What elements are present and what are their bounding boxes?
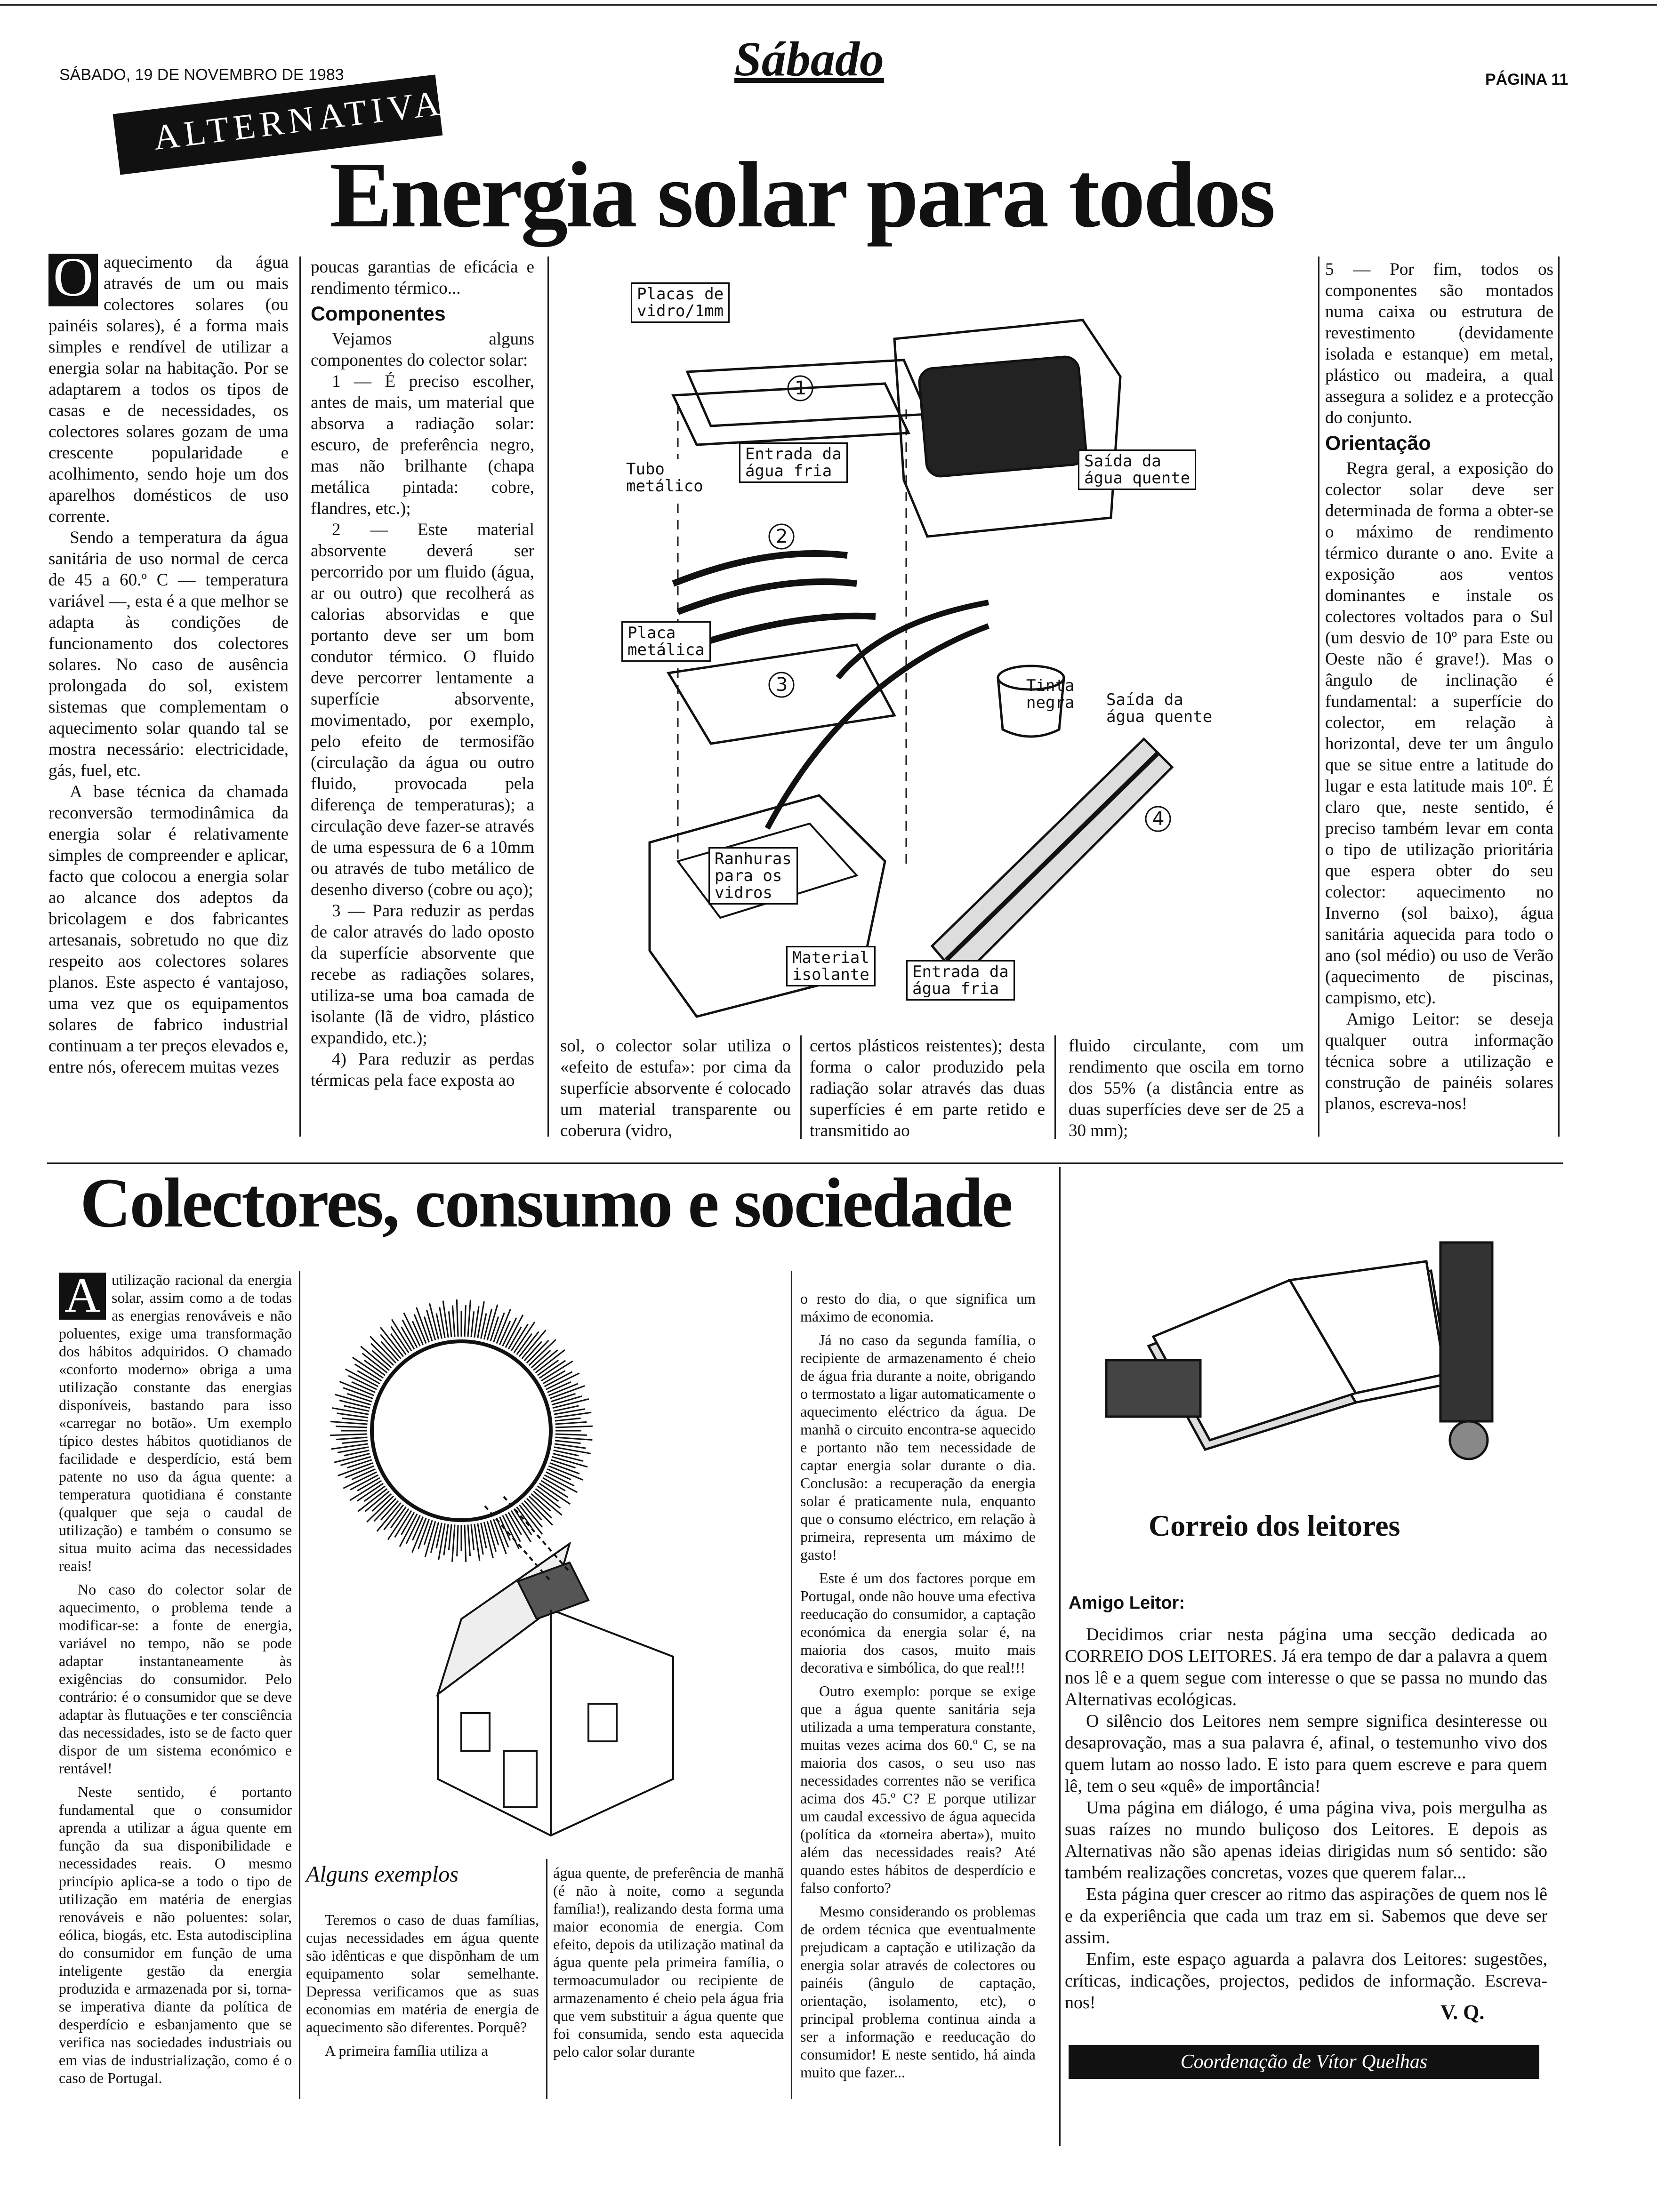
sun-ray: [336, 1437, 368, 1440]
label-metal-plate: Placa metálica: [621, 621, 711, 662]
sun-ray: [555, 1437, 593, 1440]
sun-ray: [522, 1330, 546, 1359]
sun-ray: [551, 1394, 575, 1402]
paragraph: Teremos o caso de duas famílias, cujas necessidades em água quente são idênticas e que dispõnham de um equipamento solar semelhante. Depressa verificamos que as suas economias em matéria de energia de aquecimento são diferentes. Porquê?: [306, 1911, 539, 2036]
sun-house-illustration: [306, 1280, 777, 1854]
sun-ray: [503, 1515, 519, 1549]
sun-ray: [555, 1441, 581, 1443]
sun-ray: [465, 1305, 466, 1337]
article1-column-4: [810, 1035, 1045, 1144]
paragraph: 4) Para reduzir as perdas térmicas pela face exposta ao: [311, 1050, 534, 1090]
sun-ray: [330, 1422, 368, 1425]
sun-ray: [424, 1316, 432, 1341]
subheading: Componentes: [311, 303, 446, 325]
sun-ray: [484, 1309, 491, 1339]
sun-ray: [465, 1525, 466, 1562]
sun-ray: [342, 1418, 368, 1421]
sun-ray: [449, 1311, 451, 1337]
paragraph: poucas garantias de eficácia e rendimento térmico...: [311, 257, 534, 298]
label-glass-slots: Ranhuras para os vidros: [708, 847, 798, 905]
column-rule: [791, 1271, 792, 2099]
paragraph: Mesmo considerando os problemas de ordem técnica que eventualmente prejudicam a captação e utilização da energia solar através de colectores ou painéis (ângulo de captação, orientação, isolamento, etc), o principal problema continua ainda a ser a informação e reeducação do consumidor! E neste sentido, há ainda muito que fazer...: [800, 1903, 1036, 2081]
sun-ray: [471, 1311, 474, 1337]
label-glass-plates: Placas de vidro/1mm: [631, 282, 730, 323]
paragraph: utilização racional da energia solar, assim como a de todas as energias renováveis e não poluentes, exige uma transformação dos hábitos adquiridos. O chamado «conforto moderno» obriga a uma utilização constante das energias disponíveis, bastando para isso «carregar no botão». Um exemplo típico destes hábitos quotidianos de facilidade e desperdício, está bem patente no uso da água quente: a temperatura quotidiana é constante (qualquer que seja o caudal de utilização) e também o consumo se situa muito acima das necessidades reais!: [59, 1271, 292, 1574]
paragraph: No caso do colector solar de aquecimento, o problema tende a modificar-se: a fonte de energia, variável no tempo, não se pode adaptar instantaneamente às exigências do consumidor. Pelo contrário: é o consumidor que se deve adaptar às flutuações e ter consciência das necessidades, isto se de facto quer dispor de um sistema económico e rentável!: [59, 1581, 292, 1777]
paragraph: A primeira família utiliza a: [325, 2042, 488, 2059]
label-cold-water-inlet-2: Entrada da água fria: [906, 960, 1015, 1001]
diagram-number: 4: [1152, 808, 1165, 830]
label-cold-water-inlet: Entrada da água fria: [739, 442, 848, 483]
label-hot-water-outlet-2: Saída da água quente: [1106, 690, 1213, 726]
paragraph: Este é um dos factores porque em Portugal, onde não houve uma efectiva reeducação do consumidor, a captação económica da energia solar é, na maioria dos casos, muito mais decorativa e simbólica, do que real!!!: [800, 1570, 1036, 1676]
correio-greeting: Amigo Leitor:: [1069, 1593, 1185, 1613]
paragraph: o resto do dia, o que significa um máximo de economia.: [800, 1290, 1036, 1325]
article2-column-4: [800, 1290, 1036, 2108]
paragraph: Regra geral, a exposição do colector solar deve ser determinada de forma a obter-se o máximo de rendimento térmico durante o ano. Evite a exposição aos ventos dominantes e instale os colectores voltados para o Sul (um desvio de 10º para Este ou Oeste não é grave!). Mas o ângulo de inclinação é fundamental: a superfície do colector, em relação à horizontal, deve ter um ângulo que se situe entre a latitude do lugar e esta latitude mais 10º. É claro que, neste sentido, é preciso também levar em conta o tipo de utilização prioritária que espera obter do seu colector: aquecimento no Inverno (sol baixo), água sanitária aquecida para todo o ano (sol médio) ou uso de Verão (aquecimento de piscinas, campismo, etc).: [1325, 459, 1553, 1008]
newspaper-brand: Sábado: [734, 32, 884, 86]
dropcap: O: [48, 254, 98, 306]
subheading: Orientação: [1325, 432, 1431, 455]
sun-ray: [533, 1491, 562, 1515]
sun-ray: [357, 1483, 384, 1501]
sun-ray: [511, 1324, 528, 1351]
sun-ray: [468, 1525, 470, 1556]
paragraph: aquecimento da água através de um ou mais colectores solares (ou painéis solares), é a forma mais simples e rendível de utilizar a energia solar na habitação. Por se adaptarem a todos os tipos de casas e de necessidades, os colectores solares gozam de uma crescente popularidade e acolhimento, sendo hoje um dos aparelhos domésticos de uso corrente.: [48, 253, 289, 526]
top-rule: [0, 4, 1657, 6]
column-rule: [800, 1035, 802, 1139]
sun-ray: [553, 1453, 583, 1461]
paragraph: 2 — Este material absorvente deverá ser percorrido por um fluido (água, ar ou outro) que recolherá as calorias absorvidas e que portanto deve ser um bom condutor térmico. O fluido deve percorrer lentamente a superfície absorvente, movimentado, por exemplo, pelo efeito de termosifão (circulação da água ou outro fluido, provocada pela diferença de temperaturas); a circulação deve fazer-se através de uma espessura de 6 a 10mm ou através de tubo metálico de desenho diverso (cobre ou aço);: [311, 520, 534, 899]
sun-ray: [355, 1364, 382, 1381]
sun-ray: [539, 1361, 566, 1378]
sun-ray: [343, 1472, 377, 1489]
sun-ray: [468, 1300, 471, 1337]
sun-ray: [546, 1373, 579, 1390]
sun-ray: [541, 1481, 568, 1498]
article-title: Energia solar para todos: [330, 143, 1274, 247]
article1-column-5: [1069, 1035, 1304, 1144]
paragraph: fluido circulante, com um rendimento que oscila em torno dos 55% (a distância entre as duas superfícies deve ser de 25 a 30 mm);: [1069, 1036, 1304, 1140]
sun-ray: [347, 1460, 371, 1468]
column-rule: [547, 256, 549, 1137]
diagram-number: 1: [795, 377, 807, 399]
subheading: Alguns exemplos: [306, 1862, 458, 1887]
paragraph: 3 — Para reduzir as perdas de calor através do lado oposto da superfície absorvente que recebe as radiações solares, utiliza-se uma boa camada de isolante (lã de vidro, plástico expandido, etc.);: [311, 901, 534, 1048]
column-rule: [546, 1859, 547, 2099]
sun-ray: [555, 1418, 581, 1421]
label-hot-water-outlet: Saída da água quente: [1078, 449, 1196, 490]
article-title: Colectores, consumo e sociedade: [80, 1164, 1012, 1242]
sun-ray: [330, 1434, 367, 1435]
paragraph: Vejamos alguns componentes do colector solar:: [311, 329, 534, 370]
sun-ray: [391, 1327, 409, 1353]
column-rule: [1059, 1167, 1061, 2146]
sun-ray: [457, 1525, 458, 1556]
paragraph: Neste sentido, é portanto fundamental que o consumidor aprenda a utilizar a água quente em função da sua disponibilidade e necessidades reais. O mesmo princípio aplica-se a todo o tipo de utilização em matéria de energias renováveis e não poluentes: solar, eólica, biogás, etc. Esta autodisciplina do consumidor em função de uma inteligente gestão da energia produzida e armazenada por si, torna-se imperativa diante da política de desperdício e esbanjamento que se verifica nas sociedades industriais ou em vias de industrialização, como é o caso de Portugal.: [59, 1783, 292, 2086]
paragraph: Outro exemplo: porque se exige que a água quente sanitária seja utilizada a uma temperatura constante, muitas vezes acima dos 60.º C, se na maioria dos casos, o seu uso nas necessidades correntes não se verifica acima dos 45.º C? E porque utilizar um caudal excessivo de água aquecida (política da «torneira aberta»), muito além das necessidades reais? Até quando estes hábitos de desperdício e falso conforto?: [800, 1683, 1036, 1896]
sun-ray: [377, 1503, 401, 1531]
paragraph: Já no caso da segunda família, o recipiente de armazenamento é cheio de água fria durante a noite, obrigando o termostato a ligar automaticamente o aquecimento eléctrico da água. De manhã o circuito encontra-se aquecido e portanto não tem necessidade de captar energia solar durante o dia. Conclusão: a recuperação da energia solar é praticamente nula, enquanto que o consumo eléctrico, em relação à primeira, representa um máximo de gasto!: [800, 1331, 1036, 1563]
sun-ray: [555, 1426, 593, 1427]
sun-ray: [471, 1524, 474, 1550]
article2-column-1: [59, 1267, 292, 2108]
issue-date: SÁBADO, 19 DE NOVEMBRO DE 1983: [59, 66, 344, 84]
sun-ray: [491, 1316, 499, 1341]
sun-ray: [452, 1306, 455, 1337]
sun-ray: [452, 1525, 455, 1562]
diagram-number: 3: [776, 674, 788, 696]
sun-ray: [367, 1496, 394, 1522]
column-rule: [1054, 1035, 1056, 1139]
paragraph: Decidimos criar nesta página uma secção dedicada ao CORREIO DOS LEITORES. Já era tempo de dar a palavra a quem nos lê e a quem segue com interesse o que se passa no mundo das Alternativas ecológicas.: [1065, 1625, 1547, 1709]
column-rule: [1558, 256, 1560, 1137]
sun-ray: [361, 1346, 389, 1370]
paragraph: 5 — Por fim, todos os componentes são montados numa caixa ou estrutura de revestimento (devidamente isolada e estanque) em metal, plástico ou madeira, a qual assegura a solidez e a protecção do conjunto.: [1325, 260, 1553, 427]
sun-ray: [449, 1524, 451, 1550]
article1-column-1: [48, 246, 289, 1141]
correio-title: Correio dos leitores: [1149, 1509, 1400, 1542]
sun-ray: [370, 1336, 396, 1363]
sun-ray: [342, 1441, 368, 1443]
column-rule: [1318, 256, 1319, 1137]
article1-column-2: [311, 256, 534, 1141]
dropcap: A: [59, 1273, 106, 1320]
paragraph: Sendo a temperatura da água sanitária de uso normal de cerca de 45 a 60.º C — temperatura variável —, esta é a que melhor se adapta às condições de funcionamento dos colectores solares. No caso de ausência prolongada do sol, existem sistemas que complementam o aquecimento solar quando tal se mostra necessário: electricidade, gás, fuel, etc.: [48, 528, 289, 780]
paragraph: O silêncio dos Leitores nem sempre significa desinteresse ou desaprovação, mas a sua palavra é, afinal, o testemunho vivo dos quem lutam ao nosso lado. E isto para quem escreve e para quem lê, tem o seu «quê» de importância!: [1065, 1711, 1547, 1796]
column-rule: [299, 256, 301, 1137]
page-number: PÁGINA 11: [1485, 71, 1569, 88]
article2-column-2: [306, 1911, 539, 2113]
article2-column-3-bottom: [553, 1864, 784, 2108]
paragraph: A base técnica da chamada reconversão termodinâmica da energia solar é relativamente simples de compreender e aplicar, facto que colocou a energia solar ao alcance dos adeptos da bricolagem e dos fabricantes artesanais, sobretudo no que diz respeito aos colectores solares planos. Este aspecto é vantajoso, uma vez que os equipamentos solares de fabrico industrial continuam a ter preços elevados e, entre nós, oferecem muitas vezes: [48, 782, 289, 1077]
paragraph: Enfim, este espaço aguarda a palavra dos Leitores: sugestões, críticas, indicações, projectos, pedidos de informação. Escreva-nos!: [1065, 1949, 1547, 2012]
sun-ray: [491, 1520, 499, 1545]
coordination-credit: Coordenação de Vítor Quelhas: [1069, 2045, 1539, 2079]
paragraph: água quente, de preferência de manhã (é não à noite, como a segunda família!), realizando desta forma uma maior economia de energia. Com efeito, depois da utilização matinal da água quente pela primeira família, o termoacumulador ou recipiente de armazenamento é cheio pela água fria que vem substituir a água quente que foi consumida, sendo esta aquecida pelo calor solar durante: [553, 1864, 784, 2060]
signature: V. Q.: [1440, 2001, 1485, 2024]
correio-body: [1065, 1624, 1547, 2012]
paragraph: certos plásticos reistentes); desta forma o calor produzido pela radiação solar através das duas superfícies é em parte retido e transmitido ao: [810, 1036, 1045, 1140]
paragraph: Uma página em diálogo, é uma página viva, pois mergulha as suas raízes no mundo buliçoso dos Leitores. E depois as Alternativas não são apenas ideias dirigidas num só sentido: são também realizações concretas, vozes que querem falar...: [1065, 1798, 1547, 1883]
sun-ray: [555, 1434, 587, 1435]
diagram-number: 2: [776, 526, 788, 547]
sun-ray: [395, 1511, 412, 1538]
sun-ray: [529, 1339, 556, 1365]
article1-column-3: [560, 1035, 791, 1144]
sun-ray: [527, 1499, 553, 1525]
label-black-paint: Tinta negra: [1026, 676, 1075, 712]
sun-ray: [551, 1460, 575, 1468]
label-metal-tube: Tubo metálico: [621, 459, 708, 497]
article1-column-6: [1325, 259, 1553, 1144]
paragraph: Amigo Leitor: se deseja qualquer outra informação técnica sobre a utilização e construção de painéis solares planos, escreva-nos!: [1325, 1010, 1553, 1114]
column-rule: [299, 1271, 300, 2099]
paragraph: sol, o colector solar utiliza o «efeito de estufa»: por cima da superfície absorvente é colocado um material transparente ou coberura (vidro,: [560, 1036, 791, 1140]
paragraph: Esta página quer crescer ao ritmo das aspirações de quem nos lê e da experiência que cada um traz em si. Sabemos que deve ser assim.: [1065, 1884, 1547, 1948]
book-illustration: [1092, 1205, 1516, 1468]
label-insulating-material: Material isolante: [786, 946, 876, 986]
sun-ray: [431, 1522, 438, 1553]
section-tag: ALTERNATIVA: [151, 82, 446, 158]
paragraph: 1 — É preciso escolher, antes de mais, um material que absorva a radiação solar: escuro, de preferência negro, mas não brilhante (chapa metálica pintada: cobre, flandres, etc.);: [311, 372, 534, 518]
sun-ray: [457, 1299, 458, 1337]
sun-ray: [424, 1520, 432, 1545]
sun-ray: [347, 1394, 371, 1402]
sun-ray: [555, 1422, 587, 1424]
sun-ray: [404, 1313, 420, 1346]
sun-ray: [339, 1400, 370, 1408]
